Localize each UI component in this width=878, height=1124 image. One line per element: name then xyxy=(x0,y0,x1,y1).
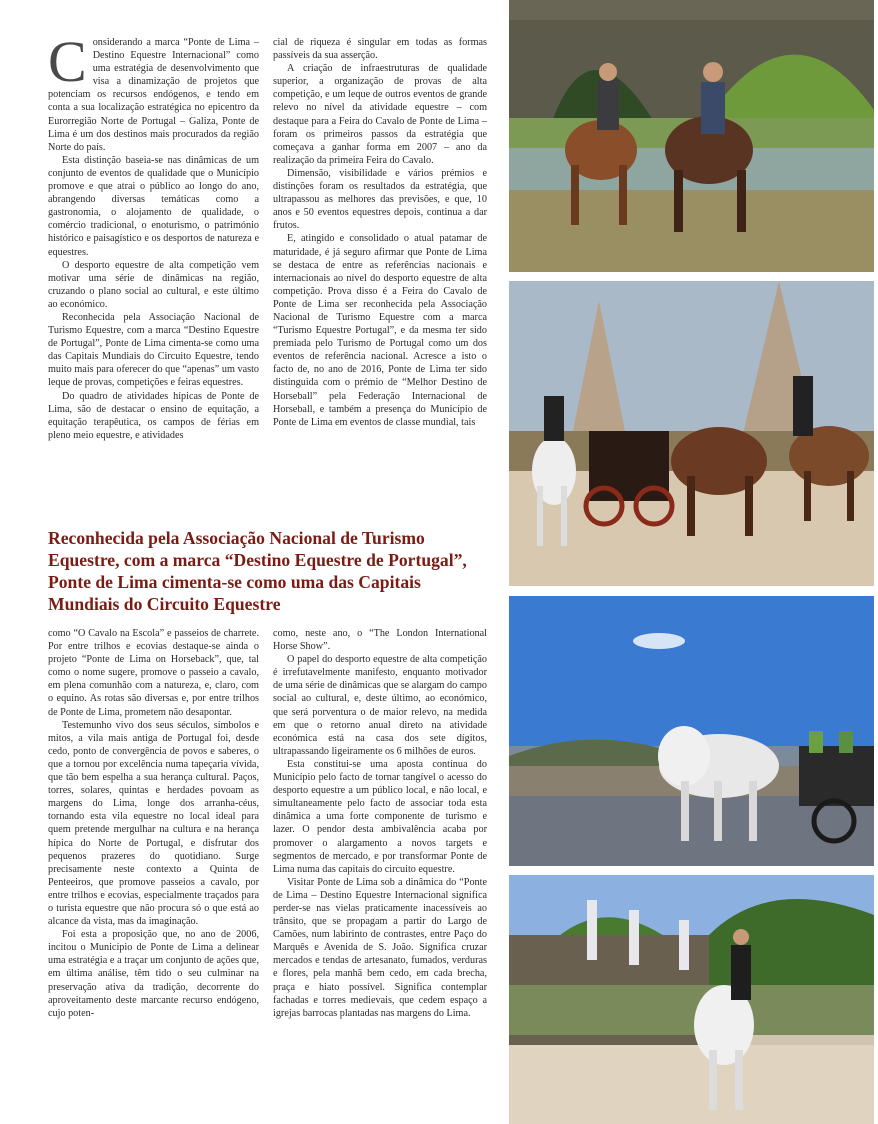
paragraph: Testemunho vivo dos seus séculos, símbolos e mitos, a vila mais antiga de Portugal foi, desde cedo, ponto de convergência de povos e saberes, o que a tornou por excelência numa tapeçaria vívida, que tão bem espelha a sua herança cultural. Paços, torres, solares, quintas e herdades povoam as margens do Lima, longe dos arranha-céus, tornando esta vila equestre no local ideal para quem pretende mergulhar na cultura e na herança hípica do Norte de Portugal, e disfrutar dos pequenos prazeres do quotidiano. Surge precisamente neste contexto a Quinta de Penteeiros, que promove passeios a cavalo, por entre trilhos e ecovias, especialmente traçados para o turista equestre que não procura só o que está ao alcance da vista, mas da imaginação. xyxy=(48,719,259,928)
paragraph: Esta distinção baseia-se nas dinâmicas de um conjunto de eventos de qualidade que o Município promove e que atrai o público ao longo do ano, abrangendo diversas temáticas como a gastronomia, o alojamento de qualidade, o comércio tradicional, o enoturismo, o património histórico e paisagístico e os desportos de natureza e equestres. xyxy=(48,154,259,258)
pull-quote: Reconhecida pela Associação Nacional de Turismo Equestre, com a marca “Destino Equestre de Portugal”, Ponte de Lima cimenta-se como uma das Capitais Mundiais do Circuito Equestre xyxy=(48,528,467,614)
paragraph: A criação de infraestruturas de qualidade superior, a organização de provas de alta competição, e um leque de outros eventos de grande relevo no nível da atividade equestre – com destaque para a Feira do Cavalo de Ponte de Lima – foram os primeiros passos da estratégia que começava a ganhar forma em 2007 – ano da realização da primeira Feira do Cavalo. xyxy=(273,63,487,166)
article-column-4 xyxy=(273,627,487,1107)
paragraph: como “O Cavalo na Escola” e passeios de charrete. Por entre trilhos e ecovias destaque-se ainda o projeto “Ponte de Lima on Horseback”, que, tal como o nome sugere, promove o passeio a cavalo, em plena comunhão com a natureza, e, claro, com o equino. As rotas são diversas e, por entre trilhos de Ponte de Lima, prometem não desapontar. xyxy=(48,628,259,718)
article-column-2 xyxy=(273,36,487,523)
paragraph: onsiderando a marca “Ponte de Lima – Destino Equestre Internacional” como uma estratégia de desenvolvimento que visa a dinamização de projetos que potenciam os recursos endógenos, e tendo em conta a sua localização estratégica no epicentro da Eurorregião Norte de Portugal – Galiza, Ponte de Lima é um dos destinos mais procurados da região Norte do país. xyxy=(48,37,259,153)
photo-crowd-white-horse xyxy=(509,875,874,1124)
paragraph: Dimensão, visibilidade e vários prémios e distinções foram os resultados da estratégia, que ultrapassou as melhores das previsões, e que, 10 anos e 50 eventos equestres depois, continua a dar frutos. xyxy=(273,167,487,232)
article-column-1 xyxy=(48,36,259,523)
paragraph: cial de riqueza é singular em todas as formas passíveis da sua asserção. xyxy=(273,37,487,62)
paragraph: Visitar Ponte de Lima sob a dinâmica do “Ponte de Lima – Destino Equestre Internacional significa perder-se nas vielas praticamente inacessíveis ao trânsito, que se propagam a partir do Largo de Camões, num labirinto de contrastes, entre Paço do Marquês e Avenida de S. João. Significa cruzar mercados e tendas de artesanato, fumados, verduras e flores, pela manhã bem cedo, em cada brecha, praça e hiato possível. Significa contemplar fachadas e torres medievais, que cedem espaço a igrejas barrocas plantadas nas margens do Lima. xyxy=(273,876,487,1019)
paragraph: E, atingido e consolidado o atual patamar de maturidade, é já seguro afirmar que Ponte de Lima se destaca de entre as referências nacionais e internacionais ao nível do desporto equestre de alta competição. Prova disso é a Feira do Cavalo de Ponte de Lima ser reconhecida pela Associação Nacional de Turismo Equestre com a marca “Turismo Equestre Portugal”, e da mesma ter sido premiada pelo Turismo de Portugal como um dos eventos de referência nacional. Acresce a isto o facto de, no ano de 2016, Ponte de Lima ter sido distinguida com o prémio de “Melhor Destino de Horseball” pela Federação Internacional de Horseball, e também a presença do Município de Ponte de Lima em eventos de classe mundial, tais xyxy=(273,233,487,428)
paragraph: Foi esta a proposição que, no ano de 2006, incitou o Município de Ponte de Lima a delinear uma estratégia e a traçar um conjunto de ações que, em última análise, têm tido o seu culminar na preservação ativa da tradição, decorrente do aproveitamento deste marcante recurso endógeno, cujo poten- xyxy=(48,929,259,1019)
paragraph: O desporto equestre de alta competição vem motivar uma série de dinâmicas na região, cruzando o plano social ao cultural, e este último ao económico. xyxy=(48,259,259,310)
paragraph: Do quadro de atividades hípicas de Ponte de Lima, são de destacar o ensino de equitação, a equitação terapêutica, os campos de férias em pleno meio equestre, e atividades xyxy=(48,390,259,441)
drop-cap: C xyxy=(48,36,87,94)
photo-carriage-riders-sand xyxy=(509,281,874,586)
photo-white-horses-carriage xyxy=(509,596,874,866)
article-column-3 xyxy=(48,627,259,1107)
photo-riders-river-bridge xyxy=(509,0,874,272)
paragraph: como, neste ano, o “The London International Horse Show”. xyxy=(273,628,487,653)
paragraph: O papel do desporto equestre de alta competição é irrefutavelmente manifesto, enquanto motivador de uma série de dinâmicas que se alargam do campo social ao cultural, e, deste último, ao económico, que será porventura o de maior relevo, na medida em que o retorno anual direto na atividade económica está na casa dos sete dígitos, ultrapassando ligeiramente os 6 milhões de euros. xyxy=(273,654,487,757)
paragraph: Reconhecida pela Associação Nacional de Turismo Equestre, com a marca “Destino Equestre de Portugal”, Ponte de Lima cimenta-se como uma das Capitais Mundiais do Circuito Equestre, tendo muito mais para oferecer do que “apenas” um vasto leque de provas, competições e feiras equestres. xyxy=(48,311,259,389)
paragraph: Esta constitui-se uma aposta contínua do Município pelo facto de tornar tangível o acesso do desporto equestre a um público local, e não local, e simultaneamente pelo facto de associar toda esta dinâmica a uma forte componente de turismo e lazer. O pendor desta ambivalência acaba por promover o alargamento a novos targets e segmentos de mercado, e por transformar Ponte de Lima numa das capitais do circuito equestre. xyxy=(273,758,487,875)
